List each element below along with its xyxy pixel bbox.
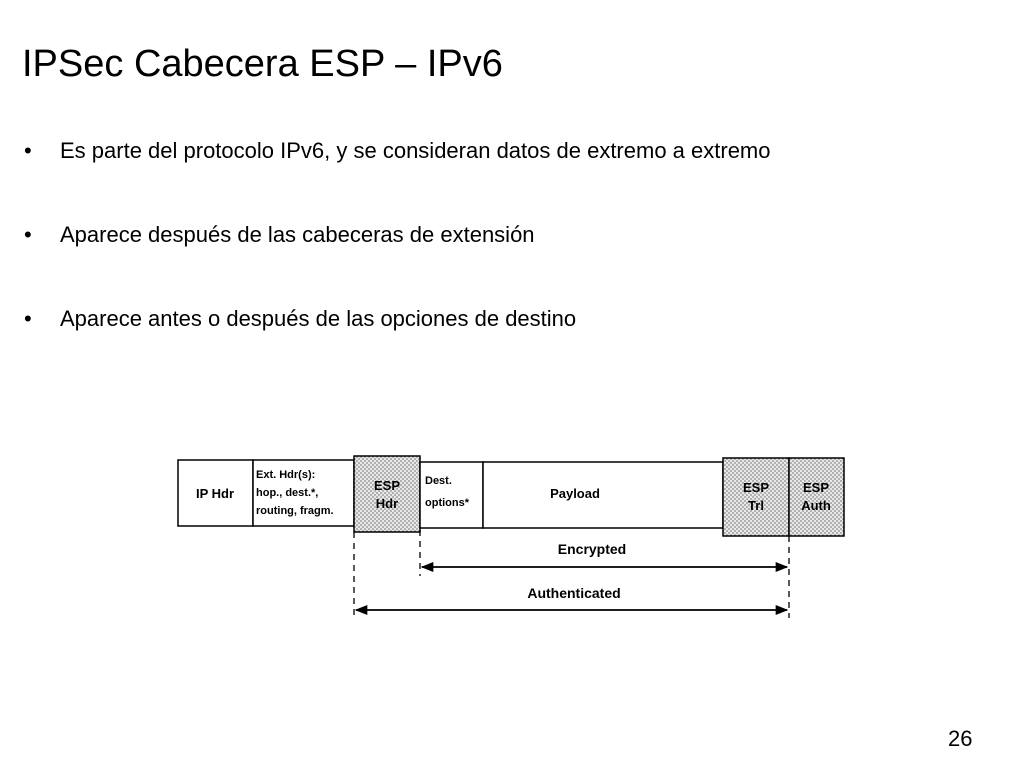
- bullet-item: [20, 222, 771, 306]
- slide-title: IPSec Cabecera ESP – IPv6: [22, 43, 503, 85]
- dest-options-field: [420, 462, 483, 528]
- bullet-marker: •: [24, 222, 32, 247]
- payload-field: [483, 462, 723, 528]
- dest-options-label-line1: Dest.: [425, 475, 452, 487]
- ip-hdr-label: IP Hdr: [195, 486, 235, 501]
- dest-options-label-line2: options*: [425, 497, 469, 509]
- page-number: 26: [948, 726, 973, 751]
- bullet-marker: •: [24, 138, 32, 163]
- esp-auth-label-line1: ESP: [802, 480, 830, 495]
- esp-packet-diagram: [170, 450, 860, 635]
- ext-hdr-label-line2: hop., dest.*,: [256, 487, 319, 499]
- bullet-marker: •: [24, 306, 32, 331]
- bullet-text: Aparece después de las cabeceras de extensión: [60, 222, 535, 247]
- authenticated-label: Authenticated: [527, 585, 621, 601]
- esp-hdr-label-line1: ESP: [373, 478, 401, 493]
- bullet-text: Es parte del protocolo IPv6, y se consideran datos de extremo a extremo: [60, 138, 771, 163]
- ext-hdr-label-line1: Ext. Hdr(s):: [256, 469, 316, 481]
- bullet-text: Aparece antes o después de las opciones de destino: [60, 306, 577, 331]
- bullet-list: [20, 138, 771, 390]
- esp-auth-field: [789, 458, 844, 536]
- esp-trl-label-line2: Trl: [748, 498, 764, 513]
- esp-trl-field: [723, 458, 789, 536]
- esp-hdr-field: [354, 456, 420, 532]
- esp-packet-svg: [170, 450, 860, 630]
- bullet-item: [20, 306, 771, 390]
- ext-hdr-label-line3: routing, fragm.: [256, 505, 334, 517]
- encrypted-label: Encrypted: [557, 541, 627, 557]
- bullet-item: [20, 138, 771, 222]
- payload-label: Payload: [550, 486, 600, 501]
- esp-trl-label-line1: ESP: [742, 480, 770, 495]
- esp-hdr-label-line2: Hdr: [375, 496, 399, 511]
- esp-auth-label-line2: Auth: [801, 498, 831, 513]
